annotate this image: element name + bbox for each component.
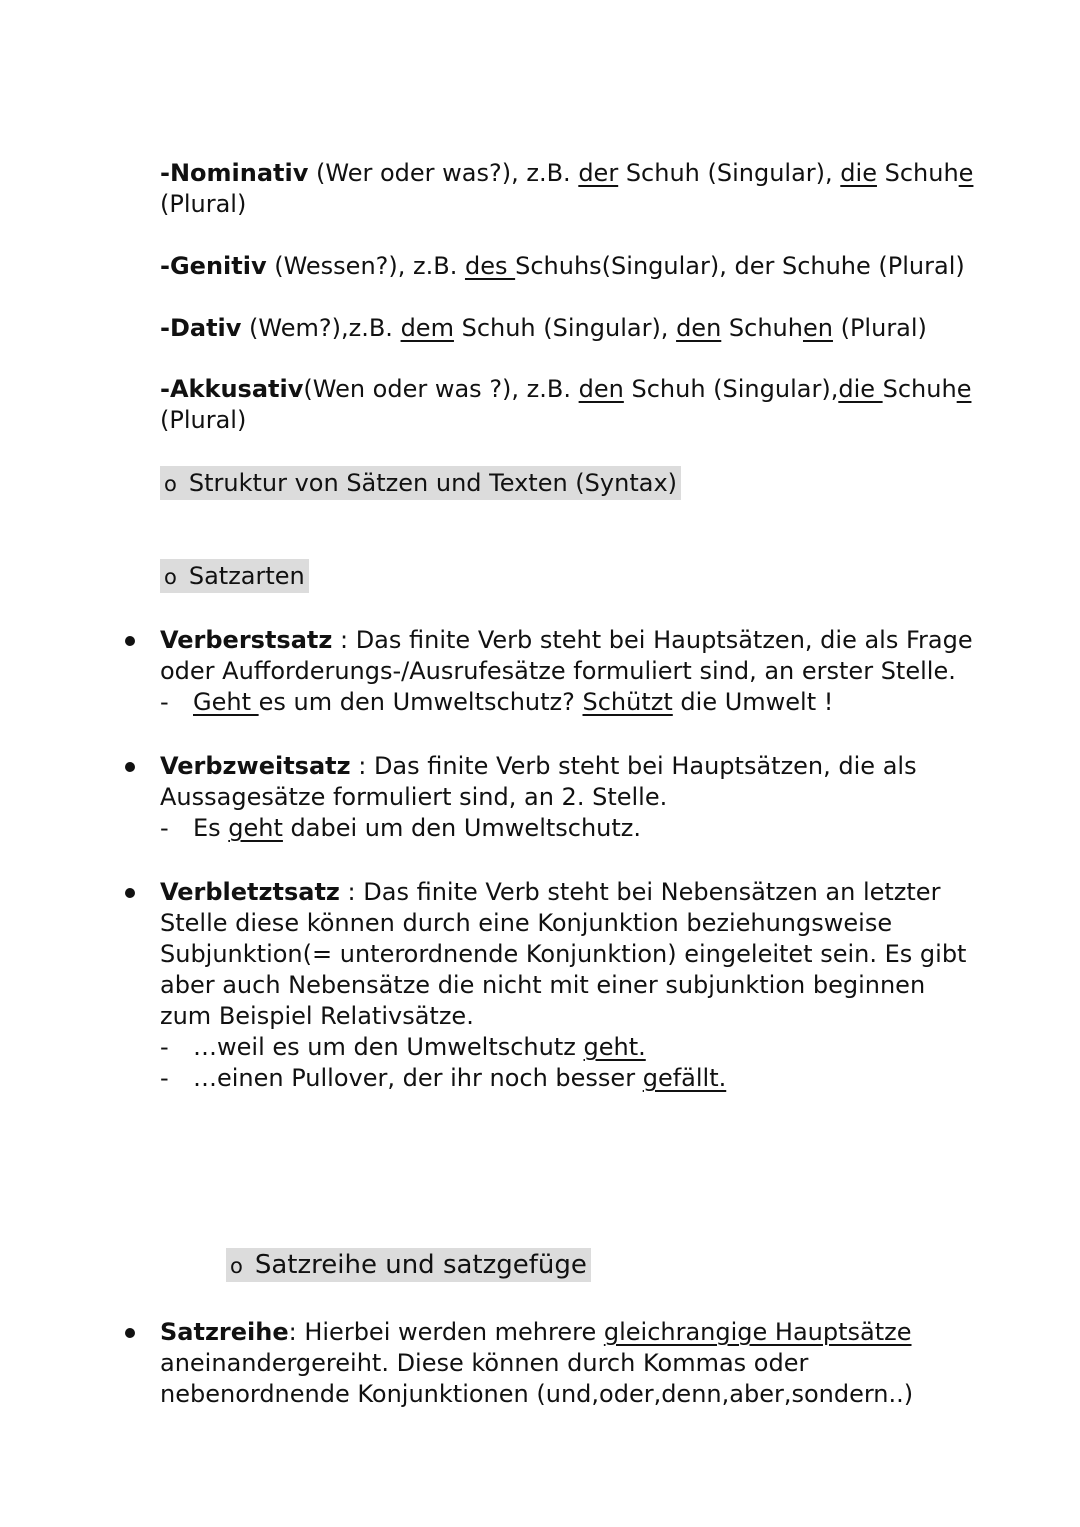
underlined-text: des — [464, 252, 516, 280]
heading-text: Satzreihe und satzgefüge — [254, 1250, 587, 1280]
underlined-text: e — [956, 375, 972, 403]
text-run: : Das finite Verb steht bei Hauptsätzen, die als Frage — [332, 626, 973, 654]
text-run: Schuh (Singular), — [623, 375, 839, 403]
dash-bullet-icon: - — [160, 1064, 169, 1092]
text-run: oder Aufforderungs-/Ausrufesätze formuliert sind, an erster Stelle. — [160, 657, 956, 685]
text-line — [160, 1348, 913, 1379]
example-line — [160, 1032, 966, 1063]
example-text — [160, 1032, 966, 1063]
underlined-text: den — [676, 314, 722, 342]
example-line — [160, 813, 917, 844]
dash-bullet-icon: - — [160, 814, 169, 842]
heading-text: Satzarten — [188, 562, 305, 590]
underlined-text: die — [838, 375, 883, 403]
bullet-dot-icon — [125, 888, 135, 898]
heading-syntax — [160, 466, 681, 500]
case-akkusativ — [160, 374, 971, 436]
underlined-text: dem — [400, 314, 454, 342]
text-run: (Wer oder was?), z.B. — [308, 159, 579, 187]
underlined-text: den — [578, 375, 624, 403]
text-run: Schuh — [876, 159, 959, 187]
text-line — [193, 687, 973, 718]
text-line — [160, 189, 973, 220]
example-text — [160, 813, 917, 844]
text-run: (Plural) — [160, 406, 247, 434]
text-run: die Umwelt ! — [672, 688, 834, 716]
text-line — [160, 625, 973, 656]
dash-bullet-icon: - — [160, 688, 169, 716]
text-line — [160, 158, 973, 189]
example-line — [160, 687, 973, 718]
text-run: es um den Umweltschutz? — [258, 688, 583, 716]
text-run: Schuh (Singular), — [618, 159, 841, 187]
heading-satzreihe — [226, 1248, 591, 1282]
bullet-verbletztsatz — [160, 877, 966, 1094]
text-line — [160, 251, 965, 282]
text-run: Stelle diese können durch eine Konjunktion beziehungsweise — [160, 909, 893, 937]
text-run: (Wem?),z.B. — [241, 314, 401, 342]
text-line — [193, 1032, 966, 1063]
underlined-text: geht. — [583, 1033, 646, 1061]
text-run: Schuh — [721, 314, 803, 342]
bullet-verbzweitsatz — [160, 751, 917, 844]
text-run: : Das finite Verb steht bei Hauptsätzen, die als — [350, 752, 917, 780]
text-line — [160, 939, 966, 970]
underlined-text: gefällt. — [642, 1064, 727, 1092]
case-dativ — [160, 313, 927, 344]
underlined-text: geht — [228, 814, 283, 842]
bold-term: -Akkusativ — [160, 375, 304, 403]
circle-bullet-icon: o — [164, 565, 177, 589]
text-line — [160, 656, 973, 687]
text-line — [193, 813, 917, 844]
underlined-text: e — [958, 159, 974, 187]
bold-term: Satzreihe — [160, 1318, 289, 1346]
text-line — [160, 374, 971, 405]
underlined-text: die — [840, 159, 877, 187]
text-run: (Wen oder was ?), z.B. — [303, 375, 579, 403]
text-line — [160, 908, 966, 939]
text-line — [160, 782, 917, 813]
bullet-verberstsatz — [160, 625, 973, 718]
bullet-dot-icon — [125, 1328, 135, 1338]
bold-term: -Nominativ — [160, 159, 309, 187]
example-text — [160, 1063, 966, 1094]
text-line — [160, 1317, 913, 1348]
text-run: (Plural) — [160, 190, 247, 218]
underlined-text: Schützt — [582, 688, 673, 716]
bullet-dot-icon — [125, 762, 135, 772]
text-line — [193, 1063, 966, 1094]
text-run: aneinandergereiht. Diese können durch Kommas oder — [160, 1349, 809, 1377]
case-nominativ — [160, 158, 973, 220]
text-run: nebenordnende Konjunktionen (und,oder,denn,aber,sondern..) — [160, 1380, 914, 1408]
text-line — [160, 970, 966, 1001]
text-run: : Hierbei werden mehrere — [288, 1318, 604, 1346]
bold-term: -Dativ — [160, 314, 242, 342]
case-genitiv — [160, 251, 965, 282]
text-run: Schuhs(Singular), der Schuhe (Plural) — [515, 252, 965, 280]
text-run: (Plural) — [832, 314, 927, 342]
text-run: zum Beispiel Relativsätze. — [160, 1002, 474, 1030]
text-line — [160, 877, 966, 908]
bullet-satzreihe — [160, 1317, 913, 1410]
text-run: Aussagesätze formuliert sind, an 2. Stelle. — [160, 783, 668, 811]
circle-bullet-icon: o — [230, 1254, 243, 1278]
text-run: Es — [193, 814, 229, 842]
text-run: Schuh (Singular), — [453, 314, 677, 342]
text-run: : Das finite Verb steht bei Nebensätzen an letzter — [339, 878, 941, 906]
example-text — [160, 687, 973, 718]
bullet-dot-icon — [125, 636, 135, 646]
underlined-text: der — [578, 159, 619, 187]
bold-term: Verbletztsatz — [160, 878, 340, 906]
example-line — [160, 1063, 966, 1094]
text-line — [160, 1001, 966, 1032]
bold-term: -Genitiv — [160, 252, 267, 280]
text-line — [160, 751, 917, 782]
bold-term: Verberstsatz — [160, 626, 333, 654]
text-line — [160, 313, 927, 344]
text-line — [160, 1379, 913, 1410]
text-run: dabei um den Umweltschutz. — [282, 814, 642, 842]
text-run: …weil es um den Umweltschutz — [193, 1033, 584, 1061]
text-run: Subjunktion(= unterordnende Konjunktion) eingeleitet sein. Es gibt — [160, 940, 967, 968]
text-line — [160, 405, 971, 436]
underlined-text: gleichrangige Hauptsätze — [603, 1318, 912, 1346]
circle-bullet-icon: o — [164, 472, 177, 496]
heading-text: Struktur von Sätzen und Texten (Syntax) — [188, 469, 678, 497]
text-run: aber auch Nebensätze die nicht mit einer subjunktion beginnen — [160, 971, 926, 999]
bold-term: Verbzweitsatz — [160, 752, 351, 780]
text-run: (Wessen?), z.B. — [266, 252, 465, 280]
text-run: Schuh — [882, 375, 957, 403]
heading-satzarten — [160, 559, 309, 593]
underlined-text: en — [802, 314, 833, 342]
text-run: …einen Pullover, der ihr noch besser — [193, 1064, 643, 1092]
dash-bullet-icon: - — [160, 1033, 169, 1061]
underlined-text: Geht — [193, 688, 259, 716]
